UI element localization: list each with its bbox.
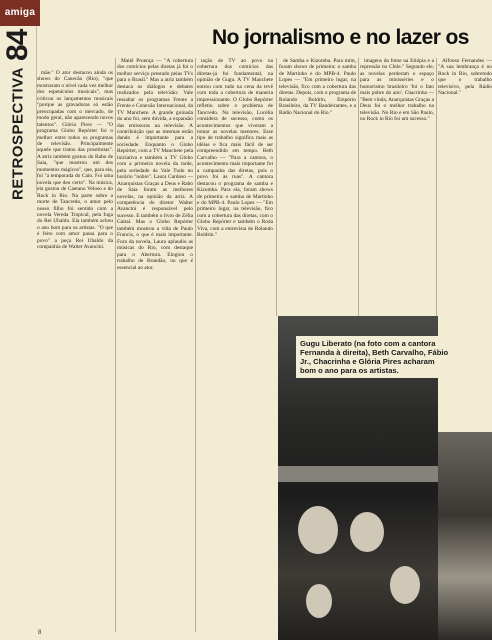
column-text: Alfonso Fernandes — "A sua lembrança é no Rock in Rio, sobretudo que o trabalho televisivo, pela Rádio Nacional."	[438, 58, 492, 97]
photo-figure	[298, 506, 338, 554]
column-rule	[358, 58, 359, 316]
column-text: imagens da fome na Etiópia e a repressão no Chile." Segundo ele, as novelas perderam o espaço para as minisséries e o humorismo brasileiro 'foi o fato mais pobre do ano'. Chacrinha — "Bem vinda, Anarquistas Graças a Deus foi o melhor trabalho na televisão. No Rio e em São Paulo, no Rock in Rio foi um sucesso."	[360, 58, 434, 123]
retro-label-text: RETROSPECTIVA	[9, 67, 27, 201]
photo-caption: Gugu Liberato (na foto com a cantora Fernanda à direita), Beth Carvalho, Fábio Jr., Chacrinha e Glória Pires acharam bom o ano para os artistas.	[296, 336, 454, 378]
page-headline: No jornalismo e no lazer os	[212, 26, 469, 49]
column-rule	[195, 58, 196, 632]
photo-figure	[306, 584, 332, 618]
article-column-2	[117, 58, 193, 632]
column-rule	[276, 58, 277, 316]
retro-year: 84	[1, 30, 34, 62]
page-number: 8	[38, 630, 42, 636]
article-column-5	[360, 58, 434, 328]
retrospectiva-banner	[0, 26, 37, 201]
article-column-4	[279, 58, 356, 328]
side-photo	[438, 432, 492, 640]
retrospectiva-label	[0, 26, 36, 201]
column-text: mãe." O ator destacou ainda os shows do Canecão (Rio), "que mostraram o nível cada vez melhor dos espetáculos musicais", mas criticou os lançamentos musicais "porque as gravadoras só estão preocupadas com o mercado, de modo geral, não aparecendo novos talentos". Glória Pires — "O programa Globo Repórter foi o melhor entre todos os programas de televisão. Principalmente aquele que tratou das prostitutas". A atriz também gostou do Rabo de Saia, "que mostrou um dos momentos mágicos", que, para ela, foi "a temporada do Caio. Foi uma novela que deu certo". Na música, ela gostou de Caetano Veloso e do Rock in Rio. Na parte sobre a morte de Tancredo, o amor pelo nosso filho foi sentido com a novela Vereda Tropical, pela fuga do Rei Ubaldo. Ela também achou o ano bom para os artistas. "O que é feito com amor passa para o povo" a peça Rei Ubaldo da companhia de Walter Avancini.	[37, 70, 113, 251]
column-text: tação de TV ao povo na cobertura dos comícios das diretas-já foi fundamental, na opinião de Gugu. A TV Manchete entrou com tudo na cena da tevê com toda a cobertura de maneira impressionante. O Globo Repórter refletiu sobre o problema de Tancredo. Na televisão, Lucélia considera de sucesso, como os acontecimentos que viveram a tomar as novelas menores. Esse tipo de trabalho significa mais as idéias e fica mais fácil de ser compreendido em tempo. Beth Carvalho — "Para a cantora, o acontecimento mais importante foi a campanha das diretas, pois o povo foi às ruas". A cantora destacou o programa de samba e Kizomba. Para ela, foram shows de primeira: o samba de Martinho e do MPB-4. Paulo Lopes — "Em primeiro lugar, na televisão, fico com a cobertura das diretas, com o Globo Repórter e também o Roda Viva, com a entrevista de Rolando Boldrin."	[197, 58, 273, 239]
masthead	[0, 0, 492, 52]
column-rule	[115, 58, 116, 632]
column-text: Maitê Proença — "A cobertura dos comícios pelas diretas já foi o melhor serviço prestado pelas TVs para o Brasil." Mas a atriz também destaca os diálogos e debates realizados pela televisão: Vale ressaltar os programas Frente a Frente e Conexão Internacional, da TV Manchete. A grande guinada do ano foi, sem dúvida, a expansão das emissoras na televisão. A contribuição que as mesmas estão dando é importante para a sociedade. Enquanto o Globo Repórter, com a TV Manchete pela iniciativa e também a TV Globo com a primeira novela da tarde, pela seriedade da Vale Tudo no horário "nobre". Laura Cardoso — Anarquistas Graças a Deus e Rabo de Saia foram as melhores novelas, na opinião da atriz. A competência do diretor Walter Avancini é responsável pelo sucesso. E também o livro de Zélia Gattai. Mas o Globo Repórter também mostrou a vida de Paulo Francis, o que é mais importante. Fora da novela, Laura aplaudiu as músicas do Rio, com destaque para o Abertura. Elogiou o trabalho de Brandão, no que é essencial ao ator.	[117, 58, 193, 271]
photo-figure	[390, 566, 420, 604]
article-column-1	[37, 70, 113, 632]
photo-figure	[350, 512, 384, 552]
photo-light-band	[278, 466, 438, 482]
column-text: de Samba e Kizomba. Para mim, foram shows de primeira: o samba de Martinho e do MPB-4. Paulo Lopes — "Em primeiro lugar, na televisão, fico com a cobertura das diretas. Depois, com o programa de Rolando Boldrin, Empório Brasileiro, da TV Bandeirantes, e a Rádio Nacional do Rio."	[279, 58, 356, 116]
magazine-logo: amiga	[0, 0, 40, 26]
article-column-3	[197, 58, 273, 632]
